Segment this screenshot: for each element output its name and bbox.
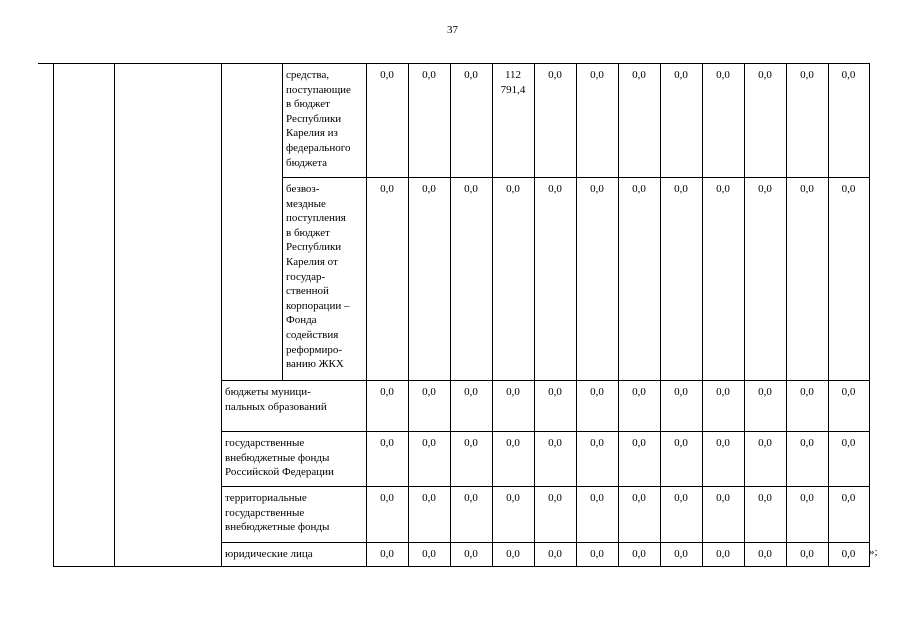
table-cell-value: 0,0 xyxy=(800,183,814,195)
table-cell-value: 0,0 xyxy=(590,492,604,504)
table-cell-value: 0,0 xyxy=(548,69,562,81)
table-cell-value: 0,0 xyxy=(464,548,478,560)
table-cell-value: 0,0 xyxy=(464,69,478,81)
table-cell-value: 0,0 xyxy=(758,386,772,398)
table-cell-value: 0,0 xyxy=(716,492,730,504)
table-cell-value: 0,0 xyxy=(548,183,562,195)
table-cell-value: 0,0 xyxy=(758,437,772,449)
table-row-divider xyxy=(221,431,870,432)
table-cell-value: 0,0 xyxy=(506,492,520,504)
table-cell-value: 0,0 xyxy=(380,183,394,195)
table-cell-value: 0,0 xyxy=(674,548,688,560)
table-cell-value: 0,0 xyxy=(506,386,520,398)
table-cell-value: 0,0 xyxy=(716,548,730,560)
table-cell-value: 0,0 xyxy=(800,492,814,504)
table-row-divider xyxy=(221,380,870,381)
table-cell-value: 0,0 xyxy=(841,183,856,195)
row-label: безвоз- мездные поступления в бюджет Республики Карелия от государ- ственной корпорации – Фонда содействия реформиро- ванию ЖКХ xyxy=(286,183,350,371)
table-cell-value: 0,0 xyxy=(841,437,856,449)
table-cell-value: 0,0 xyxy=(632,183,646,195)
closing-quote-mark: »; xyxy=(869,546,878,558)
table-cell-value: 0,0 xyxy=(716,437,730,449)
row-label: бюджеты муници- пальных образований xyxy=(225,386,327,413)
table-subcolumn-divider xyxy=(282,63,283,380)
table-cell-value: 0,0 xyxy=(590,183,604,195)
table-cell-value: 0,0 xyxy=(464,183,478,195)
table-cell-value: 0,0 xyxy=(800,69,814,81)
table-bottom-border xyxy=(53,566,870,567)
table-cell-value: 0,0 xyxy=(632,548,646,560)
table-cell-value: 0,0 xyxy=(422,69,436,81)
table-cell-value: 0,0 xyxy=(674,437,688,449)
table-column-divider xyxy=(114,63,115,567)
table-cell-value: 0,0 xyxy=(716,386,730,398)
table-cell-value: 0,0 xyxy=(632,437,646,449)
table-cell-value: 0,0 xyxy=(800,386,814,398)
table-cell-value: 0,0 xyxy=(841,492,856,504)
table-cell-value: 0,0 xyxy=(380,69,394,81)
table-cell-value: 0,0 xyxy=(422,183,436,195)
table-cell-value: 0,0 xyxy=(800,548,814,560)
table-cell-value: 0,0 xyxy=(716,69,730,81)
table-cell-value: 0,0 xyxy=(548,437,562,449)
table-row-divider xyxy=(221,486,870,487)
row-label: юридические лица xyxy=(225,548,313,560)
table-cell-value: 0,0 xyxy=(548,548,562,560)
table-row-divider xyxy=(221,542,870,543)
table-cell-value: 0,0 xyxy=(464,492,478,504)
table-cell-value: 0,0 xyxy=(758,183,772,195)
table-cell-value: 0,0 xyxy=(380,492,394,504)
table-cell-value: 0,0 xyxy=(380,386,394,398)
table-cell-value: 0,0 xyxy=(716,183,730,195)
table-cell-value: 0,0 xyxy=(422,386,436,398)
table-cell-value: 0,0 xyxy=(548,492,562,504)
table-cell-value: 0,0 xyxy=(590,437,604,449)
table-cell-value: 0,0 xyxy=(506,548,520,560)
table-cell-value: 0,0 xyxy=(632,492,646,504)
row-label: территориальные государственные внебюджетные фонды xyxy=(225,492,330,534)
table-cell-value: 0,0 xyxy=(548,386,562,398)
table-cell-value: 0,0 xyxy=(758,492,772,504)
table-top-border xyxy=(38,63,870,64)
table-cell-value: 0,0 xyxy=(506,183,520,195)
table-cell-value: 0,0 xyxy=(464,437,478,449)
table-cell-value: 0,0 xyxy=(841,386,856,398)
table-cell-value: 0,0 xyxy=(464,386,478,398)
table-cell-value: 0,0 xyxy=(674,183,688,195)
table-row-divider xyxy=(282,177,870,178)
table-cell-value: 0,0 xyxy=(674,386,688,398)
page-number: 37 xyxy=(447,24,458,36)
table-cell-value: 0,0 xyxy=(632,69,646,81)
table-cell-value: 0,0 xyxy=(758,69,772,81)
table-column-divider xyxy=(53,63,54,567)
table-cell-value: 0,0 xyxy=(422,548,436,560)
table-cell-value: 0,0 xyxy=(674,69,688,81)
table-cell-value: 0,0 xyxy=(841,548,856,560)
table-cell-value: 0,0 xyxy=(590,548,604,560)
table-cell-value: 0,0 xyxy=(590,386,604,398)
table-cell-value: 0,0 xyxy=(841,69,856,81)
table-cell-value: 0,0 xyxy=(422,437,436,449)
row-label: средства, поступающие в бюджет Республики Карелия из федерального бюджета xyxy=(286,69,351,169)
table-column-divider xyxy=(221,63,222,567)
table-cell-value: 112 791,4 xyxy=(500,69,526,96)
table-cell-value: 0,0 xyxy=(632,386,646,398)
table-column-divider xyxy=(869,63,870,567)
table-cell-value: 0,0 xyxy=(422,492,436,504)
table-cell-value: 0,0 xyxy=(380,437,394,449)
table-cell-value: 0,0 xyxy=(506,437,520,449)
table-cell-value: 0,0 xyxy=(758,548,772,560)
table-cell-value: 0,0 xyxy=(590,69,604,81)
table-cell-value: 0,0 xyxy=(674,492,688,504)
row-label: государственные внебюджетные фонды Российской Федерации xyxy=(225,437,334,479)
table-cell-value: 0,0 xyxy=(380,548,394,560)
table-cell-value: 0,0 xyxy=(800,437,814,449)
